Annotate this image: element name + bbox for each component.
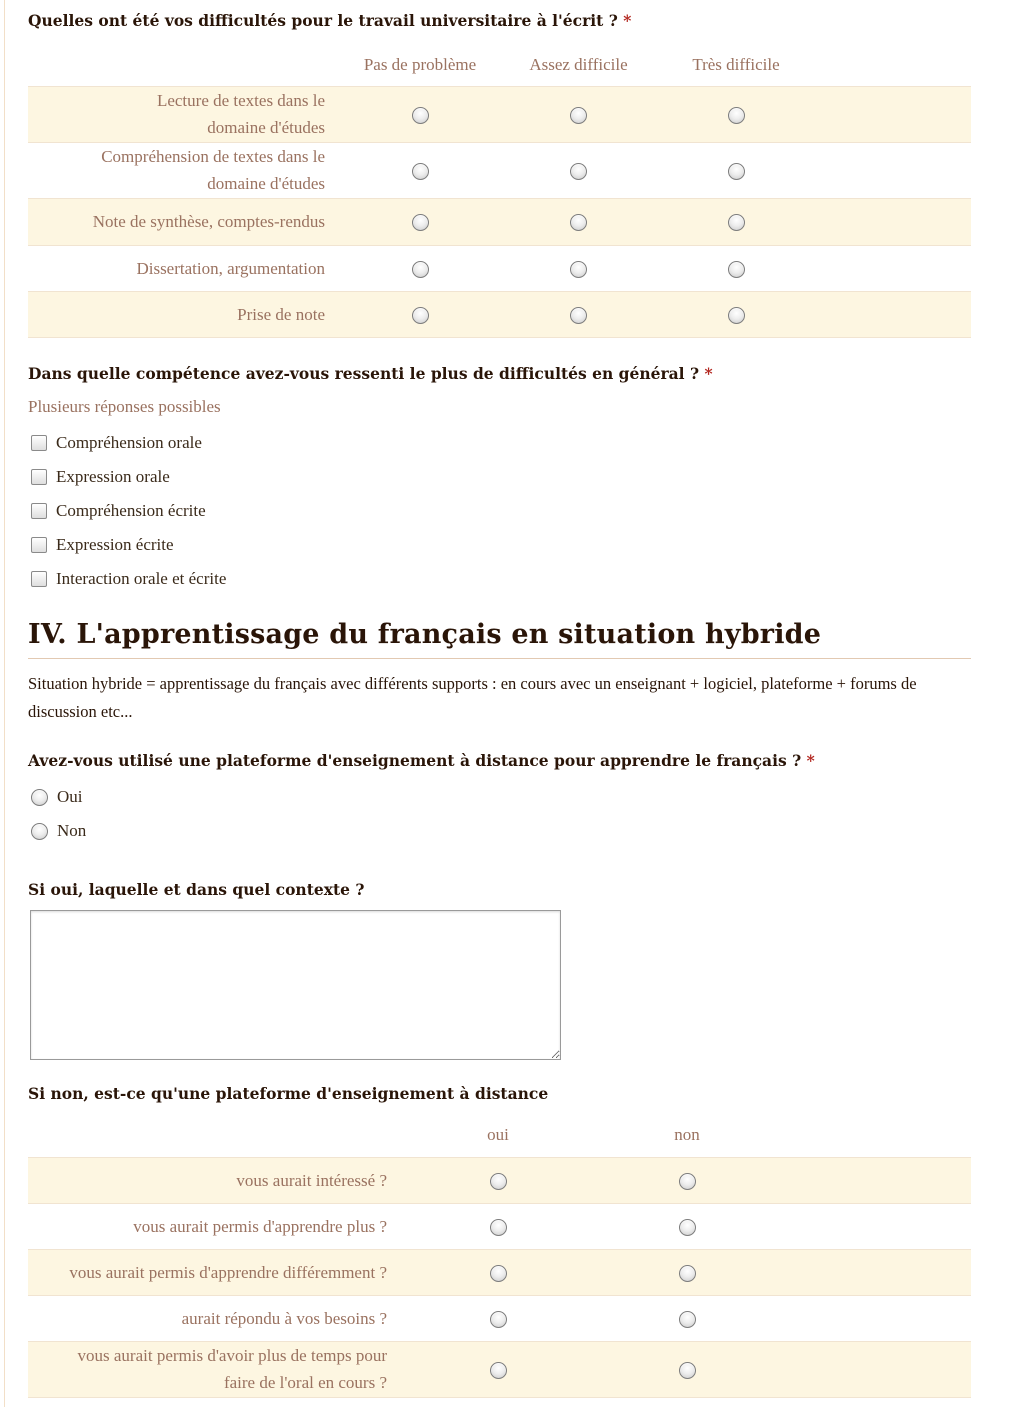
radio-button[interactable] — [679, 1362, 696, 1379]
matrix-row — [28, 142, 971, 198]
platform-opinion-matrix — [28, 1114, 971, 1398]
column-header-quite-difficult: Assez difficile — [529, 55, 628, 75]
radio-button[interactable] — [412, 261, 429, 278]
radio-button[interactable] — [570, 261, 587, 278]
radio-button[interactable] — [31, 823, 48, 840]
question-platform-used — [28, 751, 815, 770]
page-left-border — [4, 0, 5, 1407]
radio-button[interactable] — [728, 107, 745, 124]
row-label: vous aurait intéressé ? — [28, 1157, 403, 1203]
row-label: Note de synthèse, comptes-rendus — [28, 198, 340, 245]
radio-button[interactable] — [679, 1173, 696, 1190]
radio-button[interactable] — [728, 163, 745, 180]
radio-button[interactable] — [570, 107, 587, 124]
checkbox-option[interactable]: Interaction orale et écrite — [28, 562, 226, 596]
radio-button[interactable] — [679, 1219, 696, 1236]
radio-option-non[interactable]: Non — [28, 814, 86, 848]
writing-difficulties-matrix — [28, 45, 971, 338]
question-competence-difficulties — [28, 364, 713, 383]
checkbox[interactable] — [31, 469, 47, 485]
row-label: Dissertation, argumentation — [28, 245, 340, 291]
radio-button[interactable] — [490, 1173, 507, 1190]
matrix-row — [28, 291, 971, 337]
checkbox[interactable] — [31, 537, 47, 553]
checkbox-option[interactable]: Compréhension écrite — [28, 494, 226, 528]
section-description: Situation hybride = apprentissage du français avec différents supports : en cours avec un enseignant + logiciel, plateforme + forums de discussion etc... — [28, 674, 917, 721]
column-header-no-problem: Pas de problème — [363, 55, 477, 75]
question-platform-opinion — [28, 1084, 548, 1103]
row-label: aurait répondu à vos besoins ? — [28, 1295, 403, 1341]
matrix-row — [28, 1249, 971, 1295]
context-textarea[interactable] — [30, 910, 561, 1060]
radio-group — [28, 780, 86, 848]
question-title: Si non, est-ce qu'une plateforme d'enseignement à distance — [28, 1084, 549, 1103]
checkbox[interactable] — [31, 503, 47, 519]
matrix-corner — [28, 45, 340, 86]
radio-button[interactable] — [490, 1219, 507, 1236]
row-label: Prise de note — [28, 291, 340, 337]
radio-button[interactable] — [728, 307, 745, 324]
question-hint: Plusieurs réponses possibles — [28, 397, 221, 416]
radio-button[interactable] — [490, 1265, 507, 1282]
radio-button[interactable] — [31, 789, 48, 806]
section-header — [28, 619, 971, 659]
checkbox[interactable] — [31, 435, 47, 451]
radio-option-oui[interactable]: Oui — [28, 780, 86, 814]
question-title: Quelles ont été vos difficultés pour le travail universitaire à l'écrit ? * — [28, 11, 632, 30]
radio-button[interactable] — [412, 307, 429, 324]
checkbox-option[interactable]: Expression orale — [28, 460, 226, 494]
row-label: vous aurait permis d'apprendre différemment ? — [28, 1249, 403, 1295]
checkbox-option[interactable]: Compréhension orale — [28, 426, 226, 460]
matrix-row — [28, 1295, 971, 1341]
question-platform-context — [28, 880, 364, 899]
checkbox[interactable] — [31, 571, 47, 587]
question-writing-difficulties — [28, 11, 631, 30]
row-label: vous aurait permis d'apprendre plus ? — [28, 1203, 403, 1249]
column-header-oui: oui — [487, 1125, 509, 1145]
required-marker: * — [623, 11, 632, 30]
required-marker: * — [806, 751, 815, 770]
radio-button[interactable] — [412, 163, 429, 180]
question-title: Si oui, laquelle et dans quel contexte ? — [28, 880, 365, 899]
row-label: Lecture de textes dans le domaine d'études — [28, 86, 340, 142]
matrix-row — [28, 198, 971, 245]
matrix-row — [28, 1157, 971, 1203]
radio-button[interactable] — [728, 261, 745, 278]
checkbox-option[interactable]: Expression écrite — [28, 528, 226, 562]
radio-button[interactable] — [570, 307, 587, 324]
radio-button[interactable] — [490, 1311, 507, 1328]
matrix-corner — [28, 1114, 403, 1157]
matrix-row — [28, 245, 971, 291]
required-marker: * — [704, 364, 713, 383]
question-title: Dans quelle compétence avez-vous ressenti le plus de difficultés en général ? * — [28, 364, 713, 383]
radio-button[interactable] — [570, 214, 587, 231]
radio-button[interactable] — [490, 1362, 507, 1379]
radio-button[interactable] — [679, 1265, 696, 1282]
radio-button[interactable] — [679, 1311, 696, 1328]
matrix-row — [28, 1341, 971, 1397]
column-header-very-difficult: Très difficile — [692, 55, 780, 75]
matrix-row — [28, 86, 971, 142]
section-title: IV. L'apprentissage du français en situation hybride — [28, 619, 971, 659]
radio-button[interactable] — [570, 163, 587, 180]
row-label: vous aurait permis d'avoir plus de temps pour faire de l'oral en cours ? — [28, 1341, 403, 1397]
matrix-row — [28, 1203, 971, 1249]
radio-button[interactable] — [728, 214, 745, 231]
checkbox-group — [28, 426, 226, 596]
radio-button[interactable] — [412, 214, 429, 231]
column-header-non: non — [674, 1125, 700, 1145]
radio-button[interactable] — [412, 107, 429, 124]
row-label: Compréhension de textes dans le domaine d'études — [28, 142, 340, 198]
question-title: Avez-vous utilisé une plateforme d'enseignement à distance pour apprendre le français ? * — [28, 751, 815, 770]
